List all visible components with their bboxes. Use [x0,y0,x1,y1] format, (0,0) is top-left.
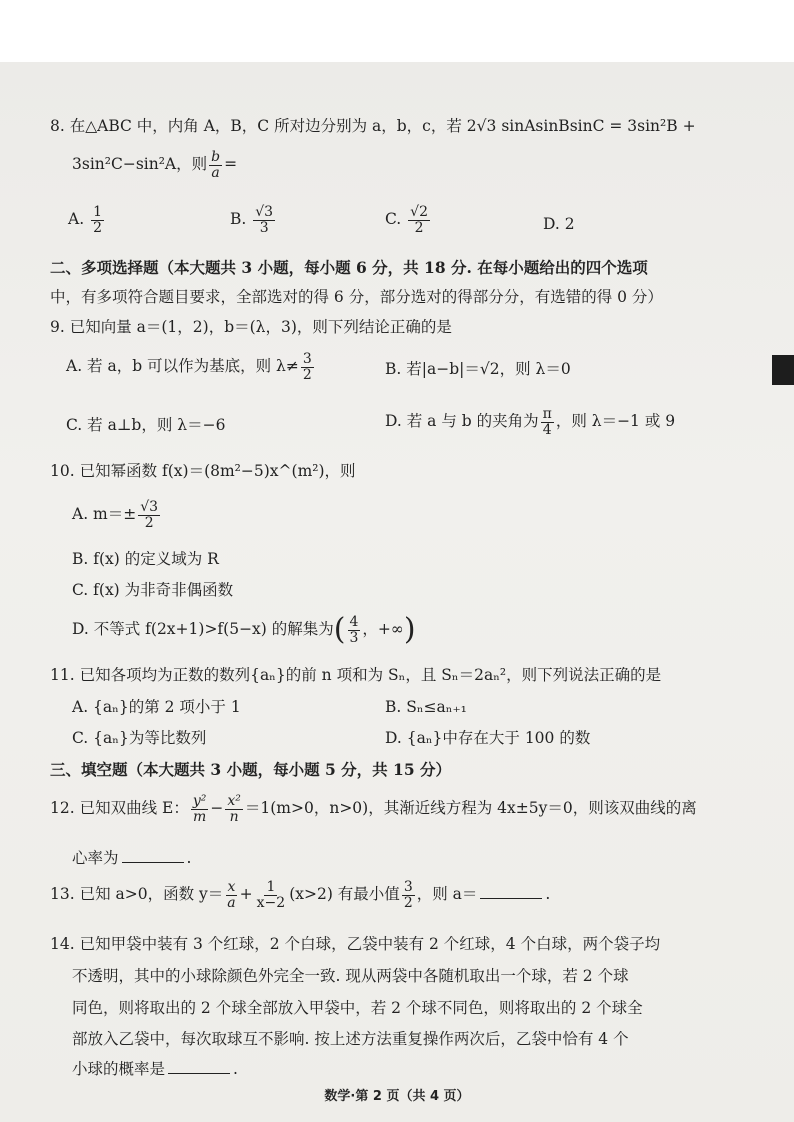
section3-heading: 三、填空题（本大题共 3 小题，每小题 5 分，共 15 分） [50,760,452,779]
q8-fraction: $\frac{b}{a}$ [211,149,221,181]
section2-heading-line2: 中，有多项符合题目要求，全部选对的得 6 分，部分选对的得部分分，有选错的得 0 分） [50,288,663,306]
q8-option-c: C. $\frac{√2}{2}$ [385,204,428,236]
q12-line1: 12. 已知双曲线 E： $\frac{\text{y²}}{m}$ − $\frac{\text{x²}}{n}$ ＝1(m>0，n>0)，其渐近线方程为 4x±5y＝0，则该双曲线的离 [50,793,697,825]
q8-option-b: B. $\frac{√3}{3}$ [230,204,274,236]
q14-line3: 同色，则将取出的 2 个球全部放入甲袋中，若 2 个球不同色，则将取出的 2 个球全 [72,999,643,1017]
section2-heading-line1: 二、多项选择题（本大题共 3 小题，每小题 6 分，共 18 分. 在每小题给出的四个选项 [50,258,648,277]
q11-option-c: C. {aₙ}为等比数列 [72,729,207,747]
q8-option-a: A. $\frac{1}{2}$ [68,204,102,236]
q11-option-b: B. Sₙ≤aₙ₊₁ [385,698,467,716]
answer-blank [168,1059,230,1074]
q10-option-c: C. f(x) 为非奇非偶函数 [72,581,234,599]
q11-option-d: D. {aₙ}中存在大于 100 的数 [385,729,591,747]
page-edge-tab [772,355,794,385]
page-footer: 数学·第 2 页（共 4 页） [324,1089,470,1104]
q14-line5: 小球的概率是 . [72,1060,238,1078]
q11-option-a: A. {aₙ}的第 2 项小于 1 [72,698,241,716]
q13-line: 13. 已知 a>0，函数 y＝ $\frac{x}{a}$ + $\frac{1}{x-2}$ (x>2) 有最小值 $\frac{3}{2}$ ，则 a＝ . [50,879,551,911]
q8-line1: 8. 在△ABC 中，内角 A，B，C 所对边分别为 a，b，c，若 2√3 sinAsinBsinC = 3sin²B + [50,117,696,135]
q9-stem: 9. 已知向量 a＝(1，2)，b＝(λ，3)，则下列结论正确的是 [50,318,452,336]
q10-option-b: B. f(x) 的定义域为 R [72,550,219,568]
q9-option-b: B. 若|a−b|＝√2，则 λ＝0 [385,360,571,378]
q14-line4: 部放入乙袋中，每次取球互不影响. 按上述方法重复操作两次后，乙袋中恰有 4 个 [72,1030,629,1048]
q9-option-a: A. 若 a，b 可以作为基底，则 λ≠ $\frac{3}{2}$ [66,351,312,383]
answer-blank [122,848,184,863]
q8-option-d: D. 2 [543,215,575,233]
q12-line2: 心率为 . [72,849,192,867]
q10-option-d: D. 不等式 f(2x+1)>f(5−x) 的解集为( $\frac{4}{3}$ ，+∞) [72,612,416,648]
q14-line2: 不透明，其中的小球除颜色外完全一致. 现从两袋中各随机取出一个球，若 2 个球 [72,967,629,985]
q9-option-d: D. 若 a 与 b 的夹角为 $\frac{\pi}{4}$ ，则 λ＝−1 或 9 [385,406,676,438]
q11-stem: 11. 已知各项均为正数的数列{aₙ}的前 n 项和为 Sₙ，且 Sₙ＝2aₙ²，则下列说法正确的是 [50,666,662,684]
q8-line2: 3sin²C−sin²A，则 $\frac{b}{a}$ = [72,149,238,181]
q14-line1: 14. 已知甲袋中装有 3 个红球，2 个白球，乙袋中装有 2 个红球，4 个白球，两个袋子均 [50,935,661,953]
answer-blank [480,884,542,899]
q9-option-c: C. 若 a⊥b，则 λ＝−6 [66,416,226,434]
q10-option-a: A. m＝± $\frac{√3}{2}$ [72,499,159,531]
q10-stem: 10. 已知幂函数 f(x)＝(8m²−5)x^(m²)，则 [50,462,356,480]
